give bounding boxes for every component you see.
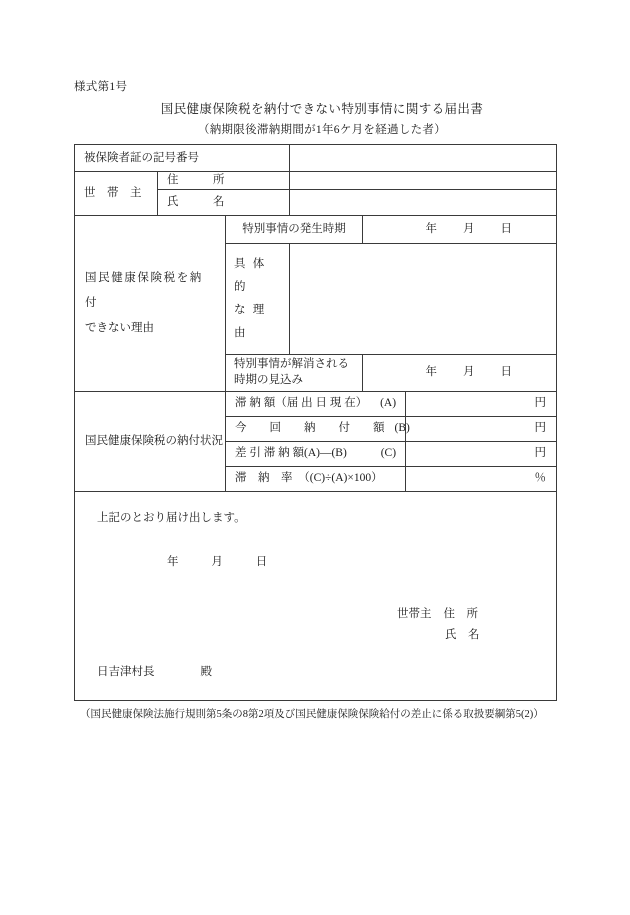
resolution-label-line2: 時期の見込み <box>234 373 303 386</box>
payment-status-label: 国民健康保険税の納付状況 <box>85 434 223 447</box>
amount-tag-2: (C) <box>380 447 397 460</box>
insured-number-field[interactable] <box>290 145 557 172</box>
resolution-year-label: 年 <box>425 366 438 379</box>
householder-name-field[interactable] <box>290 189 557 215</box>
amount-label-2 <box>226 445 405 462</box>
occurrence-year-label: 年 <box>425 222 438 235</box>
declaration-signature <box>397 604 480 647</box>
amount-field-1[interactable] <box>406 416 557 441</box>
legal-footnote: （国民健康保険法施行規則第5条の8第2項及び国民健康保険保険給付の差止に係る取扱要綱第5(2)） <box>80 709 544 720</box>
resolution-date-field[interactable] <box>363 354 557 391</box>
signer-name-row[interactable] <box>397 625 480 646</box>
declaration-cell <box>75 491 557 700</box>
signer-address-row[interactable] <box>397 604 480 625</box>
amount-tag-0: (A) <box>380 397 397 410</box>
table-row-occurrence-date <box>75 215 557 243</box>
amount-field-2[interactable] <box>406 441 557 466</box>
addressee-honorific: 殿 <box>200 665 212 678</box>
amount-field-0[interactable] <box>406 391 557 416</box>
signer-role: 世帯主 <box>397 607 432 620</box>
resolution-month-label: 月 <box>463 366 475 379</box>
table-row-amount-0 <box>75 391 557 416</box>
amount-label-0 <box>226 395 405 412</box>
reason-label-line2: できない理由 <box>85 321 154 334</box>
table-row-householder-address <box>75 172 557 190</box>
declaration-addressee <box>97 664 212 681</box>
page-subtitle: （納期限後滞納期間が1年6ケ月を経過した者） <box>197 124 447 136</box>
amount-label-text-2: 差 引 滞 納 額(A)—(B) <box>235 447 347 460</box>
amount-unit-1: 円 <box>534 422 547 435</box>
householder-label: 世 帯 主 <box>84 187 142 199</box>
amount-label-3 <box>226 470 405 487</box>
page-title: 国民健康保険税を納付できない特別事情に関する届出書 <box>160 102 484 116</box>
amount-label-text-1: 今 回 納 付 額 <box>235 422 385 435</box>
amount-label-1 <box>226 420 410 437</box>
declaration-block <box>75 492 556 700</box>
resolution-label <box>226 357 362 388</box>
declaration-date[interactable] <box>167 554 267 571</box>
occurrence-date-field[interactable] <box>363 215 557 243</box>
amount-unit-2: 円 <box>534 447 547 460</box>
amount-label-text-0: 滞 納 額（届 出 日 現 在） <box>235 397 368 410</box>
declaration-month-label: 月 <box>211 555 223 568</box>
householder-name-label: 氏 名 <box>167 195 225 208</box>
form-number: 様式第1号 <box>74 81 128 93</box>
occurrence-month-label: 月 <box>463 222 475 235</box>
signer-address-label: 住 所 <box>443 607 478 620</box>
application-form-table <box>74 144 557 701</box>
amount-tag-1: (B) <box>394 422 410 435</box>
table-row-declaration <box>75 491 557 700</box>
insured-number-label: 被保険者証の記号番号 <box>84 151 199 164</box>
declaration-statement: 上記のとおり届け出します。 <box>97 511 246 524</box>
householder-address-label: 住 所 <box>167 174 225 186</box>
resolution-label-line1: 特別事情が解消される <box>234 358 349 371</box>
declaration-year-label: 年 <box>167 555 179 568</box>
concrete-reason-label-line1: 具 体 的 <box>234 257 267 293</box>
signer-name-label: 氏 名 <box>445 628 480 641</box>
occurrence-label: 特別事情の発生時期 <box>242 222 346 235</box>
householder-address-field[interactable] <box>290 172 557 190</box>
concrete-reason-field[interactable] <box>290 243 557 354</box>
concrete-reason-label <box>226 253 289 345</box>
table-row-insured-number <box>75 145 557 172</box>
reason-label <box>75 266 225 340</box>
amount-unit-3: ％ <box>534 472 547 485</box>
concrete-reason-label-line2: な 理 由 <box>234 303 267 339</box>
amount-field-3[interactable] <box>406 466 557 491</box>
amount-label-text-3: 滞 納 率 （(C)÷(A)×100） <box>235 472 383 485</box>
reason-label-line1: 国民健康保険税を納付 <box>85 272 203 309</box>
declaration-day-label: 日 <box>255 555 268 568</box>
addressee-name: 日吉津村長 <box>97 665 155 678</box>
amount-unit-0: 円 <box>534 397 547 410</box>
resolution-day-label: 日 <box>500 366 513 379</box>
occurrence-day-label: 日 <box>500 222 513 235</box>
